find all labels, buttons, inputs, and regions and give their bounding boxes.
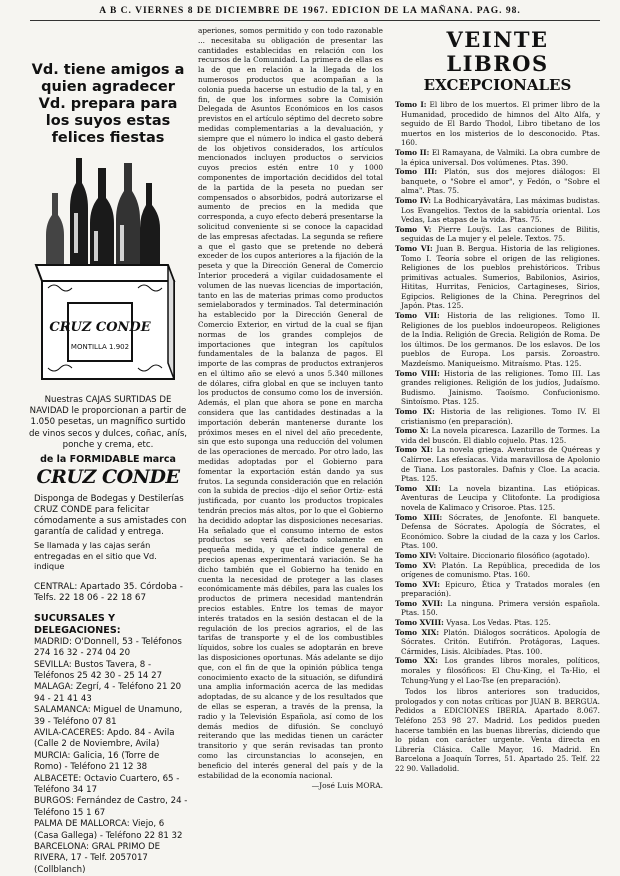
box-brand-label: CRUZ CONDE [49, 320, 151, 335]
box-subtitle-label: MONTILLA 1.902 [70, 343, 130, 351]
book-item: Tomo XVIII: Vyasa. Los Vedas. Ptas. 125. [395, 618, 551, 628]
book-item: Tomo X: La novela picaresca. Lazarillo de Tormes. La vida del buscón. El diablo cojuelo. Ptas. 125. [395, 426, 600, 445]
book-item: Tomo XV: Platón. La República, precedida de los orígenes de comunismo. Ptas. 160. [395, 560, 600, 580]
book-item: Tomo V: Pierre Louÿs. Las canciones de Bilitis, seguidas de La mujer y el pelele. Textos. 75. [395, 224, 600, 244]
book-item: Tomo XII: La novela bizantina. Las etiópicas. Aventuras de Leucipa y Clitofonte. La prodigiosa novela de Kalimaco y Crisoroe. Ptas. 125. [395, 483, 600, 512]
branch-item: MALAGA: Zegrí, 4 - Teléfono 21 20 94 - 21 41 43 [34, 682, 182, 704]
ad-central-address: CENTRAL: Apartado 35. Córdoba - Telfs. 22 18 06 - 22 18 67 [34, 581, 183, 604]
book-item: Tomo XX: Los grandes libros morales, políticos, morales y filosóficos: El Chu-King, el Ta-Hio, el Tchung-Yung y el Lao-Tse (en preparación). [395, 656, 600, 685]
branch-item: ALBACETE: Octavio Cuartero, 65 - Teléfono 34 17 [34, 773, 180, 795]
branch-item: AVILA-CACERES: Apdo. 84 - Avila (Calle 2 de Noviembre, Avila) [34, 727, 175, 750]
brand-logo: CRUZ CONDE [36, 466, 180, 489]
book-item: Tomo XI: La novela griega. Aventuras de Quéreas y Calírroe. Las efesíacas. Vida maravillosa de Apolonio de Tiana. Los pastorales. Dafnis y Cloe. La acacia. Ptas. 125. [395, 445, 600, 484]
books-list [395, 100, 600, 685]
branch-item: PALMA DE MALLORCA: Viejo, 6 (Casa Gallega) - Teléfono 22 81 32 [34, 819, 183, 841]
book-item: Tomo II: El Ramayana, de Valmiki. La obra cumbre de la épica universal. Dos volúmenes. Ptas. 390. [395, 147, 600, 167]
book-item: Tomo VIII: Historia de las religiones. Tomo III. Las grandes religiones. Religión de los judíos, Judaísmo. Budismo. Jainismo. Taoísmo. Confucionismo. Sintoísmo. Ptas. 125. [395, 368, 600, 407]
book-item: Tomo IV: La Bodhicaryâvatâra, Las máximas budistas. Los Evangelios. Textos de la sabiduría oriental. Los Vedas, Las etapas de la vida. Ptas. 75. [395, 195, 600, 225]
book-item: Tomo I: El libro de los muertos. El primer libro de la Humanidad, procedido de himnos del Alto Alfa, y seguido de El Bardo Thodol, Libro tibetano de los muertos en los misterios de lo desconocido. Ptas. 160. [395, 100, 600, 148]
books-title-line1: VEINTE LIBROS [446, 27, 549, 76]
branch-item: MADRID: O'Donnell, 53 - Teléfonos 274 16 32 - 274 04 20 [34, 636, 182, 659]
twenty-books-advertisement [395, 24, 600, 844]
branch-item: BURGOS: Fernández de Castro, 24 - Teléfono 15 1 67 [34, 796, 188, 818]
ad-body-services: Disponga de Bodegas y Destilerías CRUZ CONDE para felicitar cómodamente a sus amistades con garantía de calidad y entrega. [34, 494, 187, 538]
branch-item: MURCIA: Galicia, 16 (Torre de Romo) - Teléfono 21 12 38 [34, 750, 160, 773]
page-header: A B C. VIERNES 8 DE DICIEMBRE DE 1967. EDICION DE LA MAÑANA. PAG. 98. [99, 6, 521, 16]
book-item: Tomo VI: Juan B. Bergua. Historia de las religiones. Tomo I. Teoría sobre el origen de las religiones. Religiones de los pueblos prehistóricos. Tribus primitivas actuales. Sumerios, Babilonios, Asirios, Hititas, Hurritas, Fenicios, Cartagineses, Sirios, Egipcios. Religiones de la China. Peregrinos del Japón. Ptas. 125. [395, 243, 600, 311]
branch-item: SALAMANCA: Miguel de Unamuno, 39 - Teléfono 07 81 [34, 705, 183, 727]
ad-branches-heading: SUCURSALES Y DELEGACIONES: [34, 613, 121, 636]
ad-headline: Vd. tiene amigos a quien agradecer Vd. prepara para los suyos estas felices fiestas [31, 62, 185, 146]
book-item: Tomo XVII: La ninguna. Primera versión española. Ptas. 150. [395, 598, 600, 618]
book-item: Tomo VII: Historia de las religiones. Tomo II. Religiones de los pueblos indoeuropeos. Religiones de la India. Religión de Grecia. Religión de Roma. De los últimos. De los germanos. De los eslavos. De los pueblos de Europa. Los parsis. Zoroastro. Mazdeísmo. Maniqueísmo. Mitraísmo. Ptas. 125. [395, 311, 600, 369]
book-item: Tomo XIII: Sócrates, de Jenofonte. El banquete. Defensa de Sócrates. Apología de Sócrates, el Económico. Sobre la ciudad de la caza y los Carlos. Ptas. 100. [395, 512, 600, 551]
book-item: Tomo XIV: Voltaire. Diccionario filosófico (agotado). [395, 550, 590, 560]
article-body: aperiones, somos permitido y con todo razonable ... necesitaba su obligación de presentar las cantidades establecidas en relación con los recursos de la Comunidad. La primera de ellas es la de que en relación a la llegada de los numerosos productos que acompañan a la colonia pueda hacerse un estudio de la tal, y en fin, de que los informes sobre la Comisión Delegada de Asuntos Económicos en los casos previstos en el artículo séptimo del decreto sobre medidas complementarias a la devaluación, y siempre que el número lo indica el gasto deberá de los objetivos considerados, los artículos mencionados incluyen productos o servicios cuyos precios estén entre 10 y 1000 componentes de importación decididos del total de la partida de la peseta no puedan ser compensados o absorbidos, podrá autorizarse el aumento de precios en la medida que corresponda, a cuyo efecto deberá presentarse la solicitud conveniente si se conoce la capacidad de las empresas afectadas. La segunda se refiere a que el gasto que se pretende no deberá exceder de los cupos anteriores a la fijación de la peseta y que la Dirección General de Comercio Interior procederá a vigilar cuidadosamente el volumen de las nuevas licencias de importación, tanto en las de materias primas como productos semielaborados y terminados. Tal determinación ha establecido por la Dirección General de Comercio Exterior, en virtud de la cual se fijan normas de los grandes complejos de importaciones que integran los capítulos fundamentales de la balanza de pagos. El importe de las compras de productos extranjeros en el último año se elevó a unos 5.340 millones de dólares, cifra global en que se incluyen tanto los productos de consumo como los de inversión. Además, el plan que ahora se pone en marcha considera que las cantidades destinadas a la importación deberán mantenerse durante los próximos meses en el nivel del año precedente, sin que esto suponga una reducción del volumen de las operaciones de mercado. Por otro lado, las medidas adoptadas por el Gobierno para fomentar la exportación están dando ya sus frutos. La segunda consideración que en relación con la subida de precios -dijo el señor Ortiz- está justificada, por cuanto los productos tropicales tendrán precios más altos, por lo que el Gobierno ha decidido adoptar las disposiciones necesarias. Ha señalado que el consumo interno de estos productos se verá afectado solamente en pequeña medida, y que el índice general de precios apenas experimentará variación. Se ha dicho también que el Gobierno ha tenido en cuenta la necesidad de proteger a las clases económicamente más débiles, para las cuales los productos de primera necesidad mantendrán precios estables. Entre los temas de mayor interés tratados en la sesión destacan el de la regulación de los precios agrarios, el de las tarifas de transporte y el de los combustibles líquidos, sobre los cuales se adoptarán en breve las disposiciones oportunas. Más adelante se dijo que, con el fin de que la opinión pública tenga conocimiento exacto de la situación, se difundirá una amplia información acerca de las medidas adoptadas, de su alcance y de los resultados que de ellas se esperan, a través de la prensa, la radio y la Televisión Española, así como de los demás medios de difusión. Se concluyó reiterando que las medidas tienen un carácter transitorio y que serán revisadas tan pronto como las circunstancias lo aconsejen, en beneficio del interés general del país y de la estabilidad de la economía nacional. [198, 26, 383, 780]
book-item: Tomo XIX: Platón. Diálogos socráticos. Apología de Sócrates. Critón. Eutifrón. Protágoras, Laques. Cármides, Lisis. Alcibíades. Ptas. 100. [395, 627, 600, 656]
article-byline: —José Luis MORA. [311, 781, 383, 791]
economic-measures-article [198, 26, 383, 846]
header-rule [30, 20, 600, 21]
book-item: Tomo XVI: Epicuro, Ética y Tratados morales (en preparación). [395, 579, 600, 599]
ad-branches-list [34, 637, 188, 876]
books-ordering-info: Todos los libros anteriores son traducidos, prologados y con notas críticas por JUAN B. BERGUA. Pedidos a EDICIONES IBERIA. Apartado 8.067. Teléfono 253 98 27. Madrid. Los pedidos pueden hacerse también en las buenas librerías, diciendo que lo pidan con carácter urgente. Venta directa en Librería Clásica. Calle Mayor, 16. Madrid. En Barcelona a Joaquín Torres, 51. Apartado 25. Telf. 22 22 90. Valladolid. [395, 687, 600, 773]
ad-body-gift-boxes: Nuestras CAJAS SURTIDAS DE NAVIDAD le proporcionan a partir de 1.050 pesetas, un magnífico surtido de vinos secos y dulces, coñac, anís, ponche y crema, etc. [28, 395, 188, 450]
branch-item: SEVILLA: Bustos Tavera, 8 - Teléfonos 25 42 30 - 25 14 27 [34, 659, 163, 681]
books-title-line2: EXCEPCIONALES [423, 76, 572, 94]
ad-body-delivery: Se llamada y las cajas serán entregadas en el sitio que Vd. indique [34, 540, 157, 572]
ad-brand-intro: de la FORMIDABLE marca [40, 454, 176, 466]
book-item: Tomo III: Platón, sus dos mejores diálogos: El banquete, o "Sobre el amor", y Fedón, o "Sobre el alma". Ptas. 75. [395, 167, 600, 196]
branch-item: BARCELONA: GRAL PRIMO DE RIVERA, 17 - Telf. 2057017 (Collblanch) [34, 842, 161, 875]
gift-box-bottles-illustration [28, 153, 178, 388]
cruz-conde-advertisement [28, 26, 188, 875]
book-item: Tomo IX: Historia de las religiones. Tomo IV. El cristianismo (en preparación). [395, 407, 600, 426]
